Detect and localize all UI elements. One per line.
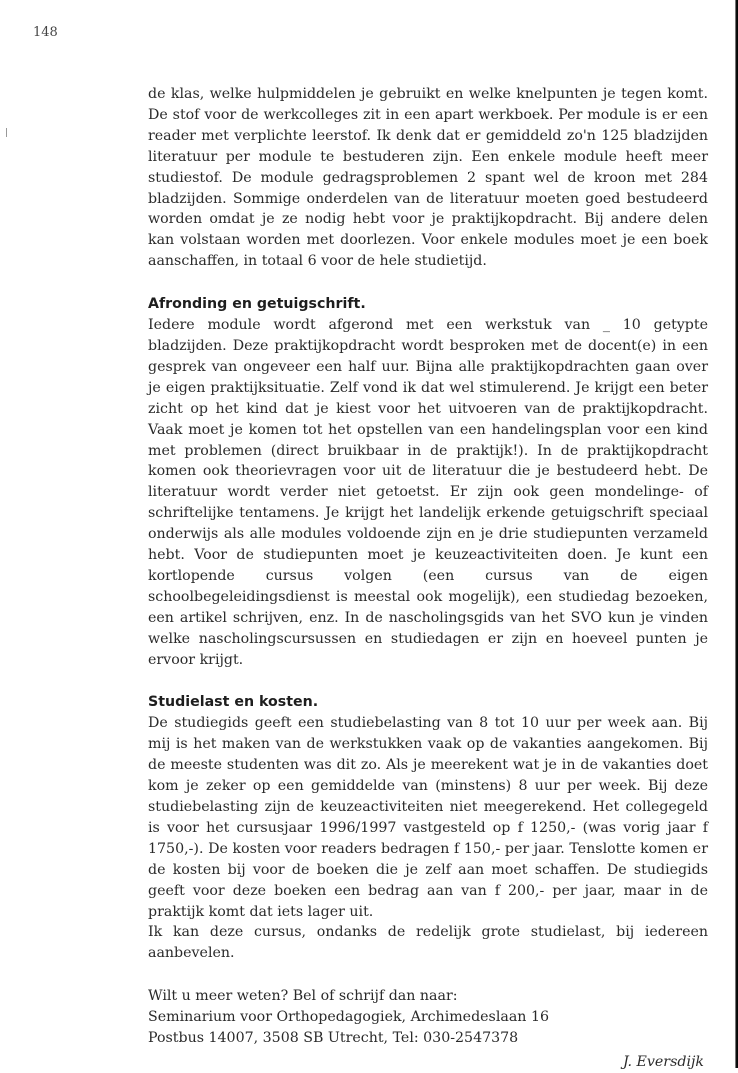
intro-paragraph: de klas, welke hulpmiddelen je gebruikt en welke knelpunten je tegen komt. De stof voor de werkcolleges zit in een apart werkboek. Per module is er een reader met verplichte leerstof. Ik denk dat er gemiddeld zo'n 125 bladzijden literatuur per module te bestuderen zijn. Een enkele module heeft meer studiestof. De module gedragsproblemen 2 spant wel de kroon met 284 bladzijden. Sommige onderdelen van de literatuur moeten goed bestudeerd worden omdat je ze nodig hebt voor je praktijkopdracht. Bij andere delen kan volstaan worden met doorlezen. Voor enkele modules moet je een boek aanschaffen, in totaal 6 voor de hele studietijd. [148,86,708,270]
section-heading-afronding: Afronding en getuigschrift. [148,296,366,313]
afronding-paragraph: Iedere module wordt afgerond met een werkstuk van _ 10 getypte bladzijden. Deze praktijkopdracht wordt besproken met de docent(e) in een gesprek van ongeveer een half uur. Bijna alle praktijkopdrachten gaan over je eigen praktijksituatie. Zelf vond ik dat wel stimulerend. Je krijgt een beter zicht op het kind dat je kiest voor het uitvoeren van de praktijkopdracht. Vaak moet je komen tot het opstellen van een handelingsplan voor een kind met problemen (direct bruikbaar in de praktijk!). In de praktijkopdracht komen ook theorievragen voor uit de literatuur die je bestudeerd hebt. De literatuur wordt verder niet getoetst. Er zijn ook geen mondelinge- of schriftelijke tentamens. Je krijgt het landelijk erkende getuigschrift speciaal onderwijs als alle modules voldoende zijn en je drie studiepunten verzameld hebt. Voor de studiepunten moet je keuzeactiviteiten doen. Je kunt een kortlopende cursus volgen (een cursus van de eigen schoolbegeleidingsdienst is meestal ook mogelijk), een studiedag bezoeken, een artikel schrijven, enz. In de nascholingsgids van het SVO kun je vinden welke nascholingscursussen en studiedagen er zijn en hoeveel punten je ervoor krijgt. [148,317,708,668]
contact-line-3: Postbus 14007, 3508 SB Utrecht, Tel: 030-2547378 [148,1030,519,1047]
scan-artifact [6,128,7,137]
author-signature: J. Eversdijk [622,1053,704,1070]
studielast-paragraph: De studiegids geeft een studiebelasting van 8 tot 10 uur per week aan. Bij mij is het maken van de werkstukken vaak op de vakanties aangekomen. Bij de meeste studenten was dit zo. Als je meerekent wat je in de vakanties doet kom je zeker op een gemiddelde van (minstens) 8 uur per week. Bij deze studiebelasting zijn de keuzeactiviteiten niet meegerekend. Het collegegeld is voor het cursusjaar 1996/1997 vastgesteld op f 1250,- (was vorig jaar f 1750,-). De kosten voor readers bedragen f 150,- per jaar. Tenslotte komen er de kosten bij voor de boeken die je zelf aan moet schaffen. De studiegids geeft voor deze boeken een bedrag aan van f 200,- per jaar, maar in de praktijk komt dat iets lager uit. [148,715,708,920]
contact-block [148,986,708,1049]
contact-line-1: Wilt u meer weten? Bel of schrijf dan naar: [148,988,458,1005]
article-body [148,84,708,1073]
studielast-closing: Ik kan deze cursus, ondanks de redelijk grote studielast, bij iedereen aanbevelen. [148,924,708,962]
contact-line-2: Seminarium voor Orthopedagogiek, Archimedeslaan 16 [148,1009,549,1026]
section-heading-studielast: Studielast en kosten. [148,694,319,711]
page-number: 148 [33,25,58,40]
